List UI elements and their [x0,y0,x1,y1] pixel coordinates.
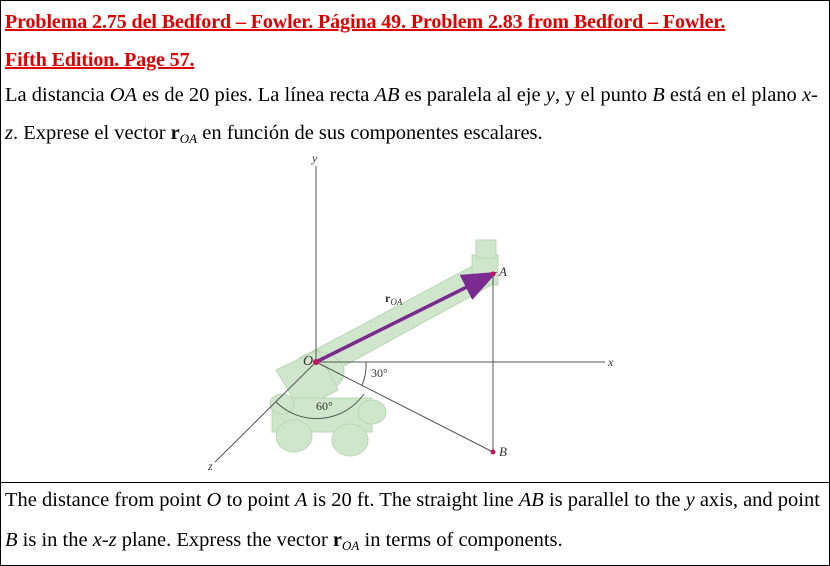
angle-60-label: 60° [316,399,333,413]
angle-30-label: 30° [371,366,388,380]
crane-illustration [270,240,498,456]
point-B-dot [491,450,496,455]
english-statement: The distance from point O to point A is 20 ft. The straight line AB is parallel to the y axis, and point B is in the x-z plane. Express the vector $r_{OA}$ in terms of components. [5,489,820,553]
title-line-1: Problema 2.75 del Bedford – Fowler. Página 49. Problem 2.83 from Bedford – Fowler. [5,11,726,33]
vector-rOA-arrow [316,275,491,362]
z-axis-label: z [208,459,213,473]
point-A-label: A [499,264,507,279]
vector-rOA-label: $r_{OA}$ [385,291,403,307]
angle-30-arc [362,362,366,385]
spanish-statement: La distancia OA es de 20 pies. La línea recta AB es paralela al eje y, y el punto B está en el plano x-z. Exprese el vector $r_{OA}$ en función de sus componentes escalares. [5,84,818,146]
point-O-dot [313,359,319,365]
point-A-dot [491,272,496,277]
x-axis-label: x [608,355,614,369]
point-B-label: B [499,444,507,459]
problem-title [5,3,827,79]
point-O-label: O [303,354,314,369]
crane-figure [0,150,830,482]
title-line-2: Fifth Edition. Page 57. [5,49,195,71]
vector-r-symbol: r [332,529,343,551]
y-axis-label: y [312,151,318,165]
vector-r-symbol: r [170,122,180,144]
